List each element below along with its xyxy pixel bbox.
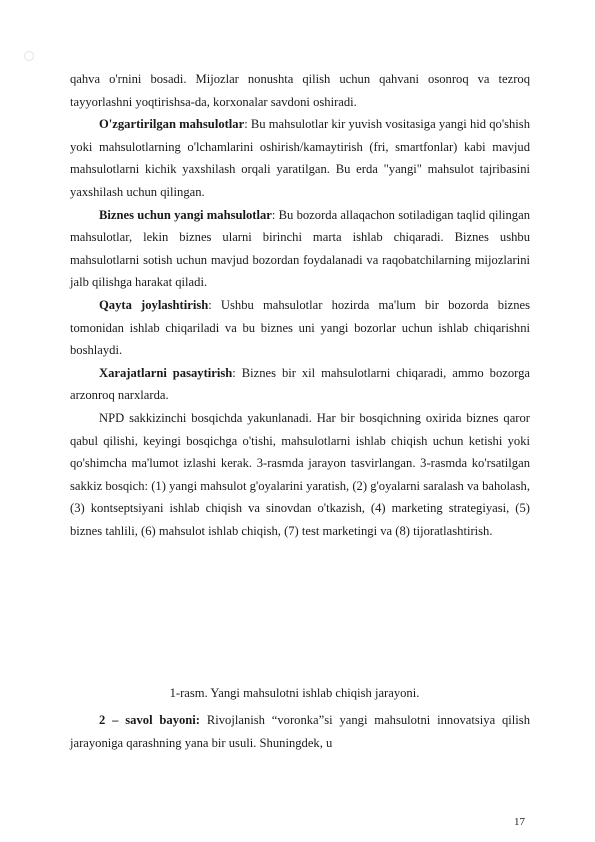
paragraph-5-text: : Biznes bir xil mahsulotlarni chiqaradi, ammo bozorga arzonroq narxlarda.: [70, 365, 530, 403]
page-number: 17: [514, 816, 525, 828]
figure-caption: [0, 686, 595, 701]
paragraph-4: [70, 294, 530, 362]
paragraph-4-text: : Ushbu mahsulotlar hozirda ma'lum bir bozorda biznes tomonidan ishlab chiqariladi va bu biznes uni yangi bozorlar uchun ishlab chiqarishni boshlaydi.: [70, 297, 530, 358]
term-repositioning: Qayta joylashtirish: [99, 297, 209, 312]
body-text: [70, 68, 530, 542]
paragraph-1-text: qahva o'rnini bosadi. Mijozlar nonushta qilish uchun qahvani osonroq va tezroq tayyorlashni yoqtirishsa-da, korxonalar savdoni oshiradi.: [70, 72, 530, 109]
paragraph-7-text: Rivojlanish “voronka”si yangi mahsulotni innovatsiya qilish jarayoniga qarashning yana bir usuli. Shuningdek, u: [70, 713, 530, 750]
paragraph-5: [70, 362, 530, 407]
term-modified-products: O'zgartirilgan mahsulotlar: [99, 117, 245, 132]
figure-caption-text: 1-rasm. Yangi mahsulotni ishlab chiqish jarayoni.: [169, 686, 420, 700]
paragraph-2-text: : Bu mahsulotlar kir yuvish vositasiga yangi hid qo'shish yoki mahsulotlarning o'lchamlarini oshirish/kamaytirish (fri, smartfonlar) kabi mavjud mahsulotlarni kichik yaxshilash orqali yaratilgan. Bu erda "yangi" mahsulot tajribasini yaxshilash uchun qilingan.: [70, 117, 530, 199]
question-heading: 2 – savol bayoni:: [99, 713, 201, 727]
paragraph-2: [70, 113, 530, 203]
paragraph-7: [70, 709, 530, 754]
paragraph-6: [70, 407, 530, 543]
corner-mark-icon: [23, 50, 35, 62]
paragraph-3-text: : Bu bozorda allaqachon sotiladigan taqlid qilingan mahsulotlar, lekin biznes ularni birinchi marta ishlab chiqaradi. Biznes ushbu mahsulotlarni sotish uchun mavjud bozordan foydalanadi va raqobatchilarning mijozlarini jalb qilishga harakat qiladi.: [70, 207, 530, 290]
term-new-to-business: Biznes uchun yangi mahsulotlar: [99, 207, 272, 222]
term-cost-reduction: Xarajatlarni pasaytirish: [99, 365, 233, 380]
paragraph-1: [70, 68, 530, 113]
body-text-continued: [70, 709, 530, 754]
paragraph-6-text: NPD sakkizinchi bosqichda yakunlanadi. Har bir bosqichning oxirida biznes qaror qabul qilishi, keyingi bosqichga o'tishi, mahsulotlarni ishlab chiqish uchun ketishi yoki qo'shimcha ma'lumot izlashi kerak. 3-rasmda jarayon tasvirlangan. 3-rasmda ko'rsatilgan sakkiz bosqich: (1) yangi mahsulot g'oyalarini yaratish, (2) g'oyalarni saralash va baholash, (3) kontseptsiyani ishlab chiqish va sinovdan o'tkazish, (4) marketing strategiyasi, (5) biznes tahlili, (6) mahsulot ishlab chiqish, (7) test marketingi va (8) tijoratlashtirish.: [70, 410, 530, 538]
paragraph-3: [70, 204, 530, 294]
